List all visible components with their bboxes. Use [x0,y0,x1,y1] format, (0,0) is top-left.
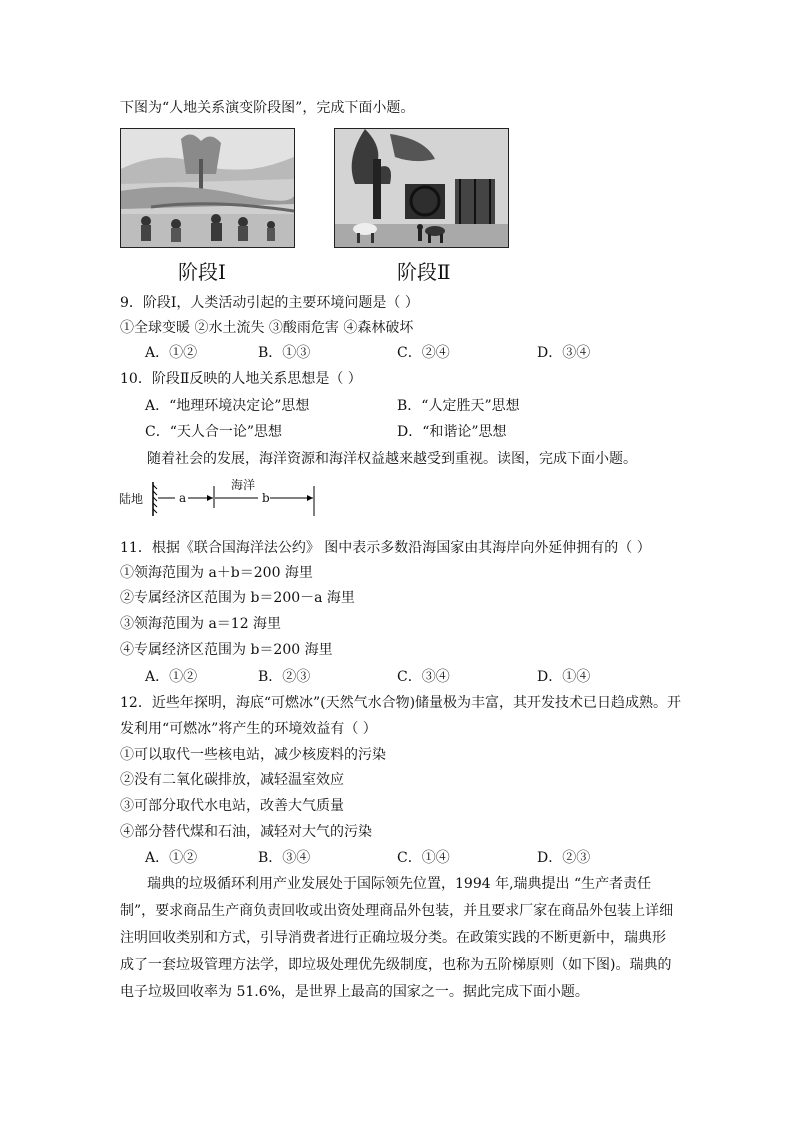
question-11-item-3: ③领海范围为 a＝12 海里 [120,616,282,632]
question-11-item-4: ④专属经济区范围为 b＝200 海里 [120,642,333,658]
option-d[interactable]: D．“和谐论”思想 [397,424,507,440]
option-b[interactable]: B．“人定胜天”思想 [397,398,520,414]
question-12-item-1: ①可以取代一些核电站，减少核废料的污染 [120,747,386,763]
option-a[interactable]: A．①② [145,669,198,685]
question-12-stem-line-2: 发利用“可燃冰”将产生的环境效益有（ ） [120,721,377,737]
diagram-ocean-label: 海洋 [231,478,256,492]
question-11-item-2: ②专属经济区范围为 b＝200－a 海里 [120,590,355,606]
question-9-stem: 9．阶段Ⅰ，人类活动引起的主要环境问题是（ ） [120,295,419,311]
stage-2-picture [334,128,509,248]
ocean-zone-diagram [118,476,323,520]
question-12-item-4: ④部分替代煤和石油，减轻对大气的污染 [120,824,372,840]
option-c[interactable]: C．③④ [397,669,450,685]
question-9-options [145,343,645,363]
question-11-stem: 11．根据《联合国海洋法公约》 图中表示多数沿海国家由其海岸向外延伸拥有的（ ） [120,540,651,556]
question-12-item-3: ③可部分取代水电站，改善大气质量 [120,798,344,814]
question-10-stem: 10．阶段Ⅱ反映的人地关系思想是（ ） [120,371,362,387]
industrial-scene-illustration [335,129,508,247]
sweden-paragraph-line-1: 瑞典的垃圾循环利用产业发展处于国际领先位置，1994 年,瑞典提出 “生产者责任 [147,876,652,892]
diagram-land-label: 陆地 [119,492,144,506]
question-9-items: ①全球变暖 ②水土流失 ③酸雨危害 ④森林破坏 [120,320,414,336]
option-d[interactable]: D．②③ [537,850,591,866]
option-c[interactable]: C．①④ [397,850,450,866]
option-b[interactable]: B．①③ [258,345,311,361]
question-11-options [145,667,645,687]
question-11-item-1: ①领海范围为 a＋b＝200 海里 [120,565,313,581]
option-a[interactable]: A．①② [145,345,198,361]
option-d[interactable]: D．①④ [537,669,591,685]
intro-ocean: 随着社会的发展，海洋资源和海洋权益越来越受到重视。读图，完成下面小题。 [147,451,637,467]
question-10-options-row-1 [145,396,645,416]
option-c[interactable]: C．“天人合一论”思想 [145,424,283,440]
sweden-paragraph-line-4: 成了一套垃圾管理方法学，即垃圾处理优先级制度，也称为五阶梯原则（如下图)。瑞典的 [120,957,672,973]
stage-2-caption: 阶段Ⅱ [397,260,451,284]
stage-1-picture [120,128,295,248]
option-b[interactable]: B．②③ [258,669,311,685]
diagram-b-label: b [262,491,270,505]
question-10-options-row-2 [145,422,645,442]
farming-scene-illustration [121,129,294,247]
diagram-a-label: a [179,491,187,505]
option-c[interactable]: C．②④ [397,345,450,361]
sweden-paragraph-line-5: 电子垃圾回收率为 51.6%，是世界上最高的国家之一。据此完成下面小题。 [120,984,589,1000]
sweden-paragraph-line-3: 注明回收类别和方式，引导消费者进行正确垃圾分类。在政策实践的不断更新中，瑞典形 [120,930,666,946]
question-12-options [145,848,645,868]
question-12-stem-line-1: 12．近些年探明，海底“可燃冰”(天然气水合物)储量极为丰富，其开发技术已日趋成熟。开 [120,695,682,711]
question-12-item-2: ②没有二氧化碳排放，减轻温室效应 [120,772,344,788]
intro-stage-figure: 下图为“人地关系演变阶段图”，完成下面小题。 [120,100,415,116]
option-a[interactable]: A．“地理环境决定论”思想 [145,398,310,414]
option-b[interactable]: B．③④ [258,850,311,866]
stage-1-caption: 阶段Ⅰ [178,260,226,284]
sweden-paragraph-line-2: 制”，要求商品生产商负责回收或出资处理商品外包装，并且要求厂家在商品外包装上详细 [120,903,674,919]
option-d[interactable]: D．③④ [537,345,591,361]
option-a[interactable]: A．①② [145,850,198,866]
